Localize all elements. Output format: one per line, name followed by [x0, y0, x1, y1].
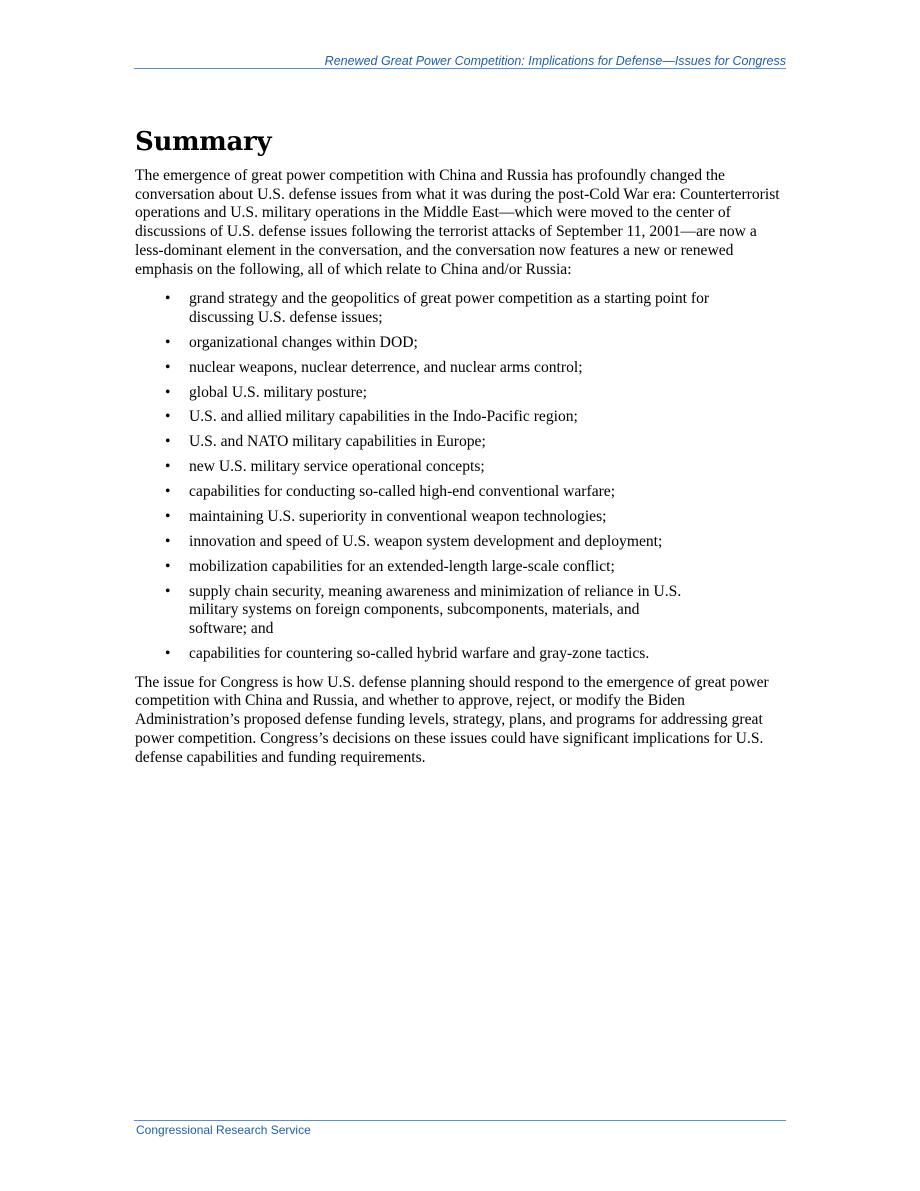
bullet-glyph: • [165, 508, 171, 526]
list-item [135, 508, 787, 527]
list-item-text: mobilization capabilities for an extended-length large-scale conflict; [189, 557, 615, 575]
list-item [135, 334, 787, 353]
list-item [135, 458, 787, 477]
list-item-text: global U.S. military posture; [189, 383, 368, 401]
section-heading: Summary [135, 127, 272, 157]
bullet-glyph: • [165, 383, 171, 401]
list-item-text: new U.S. military service operational concepts; [189, 458, 485, 476]
summary-section [135, 124, 787, 767]
list-item-text: organizational changes within DOD; [189, 333, 418, 351]
bullet-glyph: • [165, 433, 171, 451]
list-item-text: capabilities for countering so-called hybrid warfare and gray-zone tactics. [189, 645, 650, 663]
footer-rule [134, 1120, 786, 1121]
list-item [135, 533, 787, 552]
bullet-glyph: • [165, 333, 171, 351]
bullet-glyph: • [165, 557, 171, 575]
list-item [135, 384, 787, 403]
running-header: Renewed Great Power Competition: Implications for Defense—Issues for Congress [324, 54, 786, 68]
conclusion-paragraph: The issue for Congress is how U.S. defense planning should respond to the emergence of great power competition with China and Russia, and whether to approve, reject, or modify the Biden Administration’s proposed defense funding levels, strategy, plans, and programs for addressing great power competition. Congress’s decisions on these issues could have significant implications for U.S. defense capabilities and funding requirements. [135, 673, 769, 766]
bullet-glyph: • [165, 458, 171, 476]
bullet-glyph: • [165, 483, 171, 501]
footer-publisher: Congressional Research Service [136, 1123, 311, 1137]
list-item-text: capabilities for conducting so-called high-end conventional warfare; [189, 483, 616, 501]
list-item-text: maintaining U.S. superiority in conventional weapon technologies; [189, 508, 607, 526]
list-item [135, 290, 787, 327]
list-item [135, 583, 787, 639]
list-item-text: supply chain security, meaning awareness and minimization of reliance in U.S. military systems on foreign components, subcomponents, materials, and software; and [189, 582, 682, 638]
list-item [135, 433, 787, 452]
list-item [135, 645, 787, 664]
bullet-glyph: • [165, 645, 171, 663]
list-item [135, 408, 787, 427]
list-item-text: grand strategy and the geopolitics of great power competition as a starting point for discussing U.S. defense issues; [189, 290, 710, 326]
bullet-glyph: • [165, 358, 171, 376]
list-item-text: nuclear weapons, nuclear deterrence, and nuclear arms control; [189, 358, 583, 376]
list-item [135, 359, 787, 378]
list-item-text: U.S. and NATO military capabilities in Europe; [189, 433, 486, 451]
bullet-glyph: • [165, 532, 171, 550]
list-item [135, 483, 787, 502]
bullet-list [135, 290, 787, 664]
bullet-glyph: • [165, 290, 171, 308]
intro-paragraph: The emergence of great power competition with China and Russia has profoundly changed the conversation about U.S. defense issues from what it was during the post-Cold War era: Counterterrorist operations and U.S. military operations in the Middle East—which were moved to the center of discussions of U.S. defense issues following the terrorist attacks of September 11, 2001—are now a less-dominant element in the conversation, and the conversation now features a new or renewed emphasis on the following, all of which relate to China and/or Russia: [135, 167, 780, 278]
list-item [135, 558, 787, 577]
list-item-text: innovation and speed of U.S. weapon system development and deployment; [189, 532, 663, 550]
bullet-glyph: • [165, 582, 171, 600]
header-rule [134, 68, 786, 69]
bullet-glyph: • [165, 408, 171, 426]
list-item-text: U.S. and allied military capabilities in the Indo-Pacific region; [189, 408, 578, 426]
